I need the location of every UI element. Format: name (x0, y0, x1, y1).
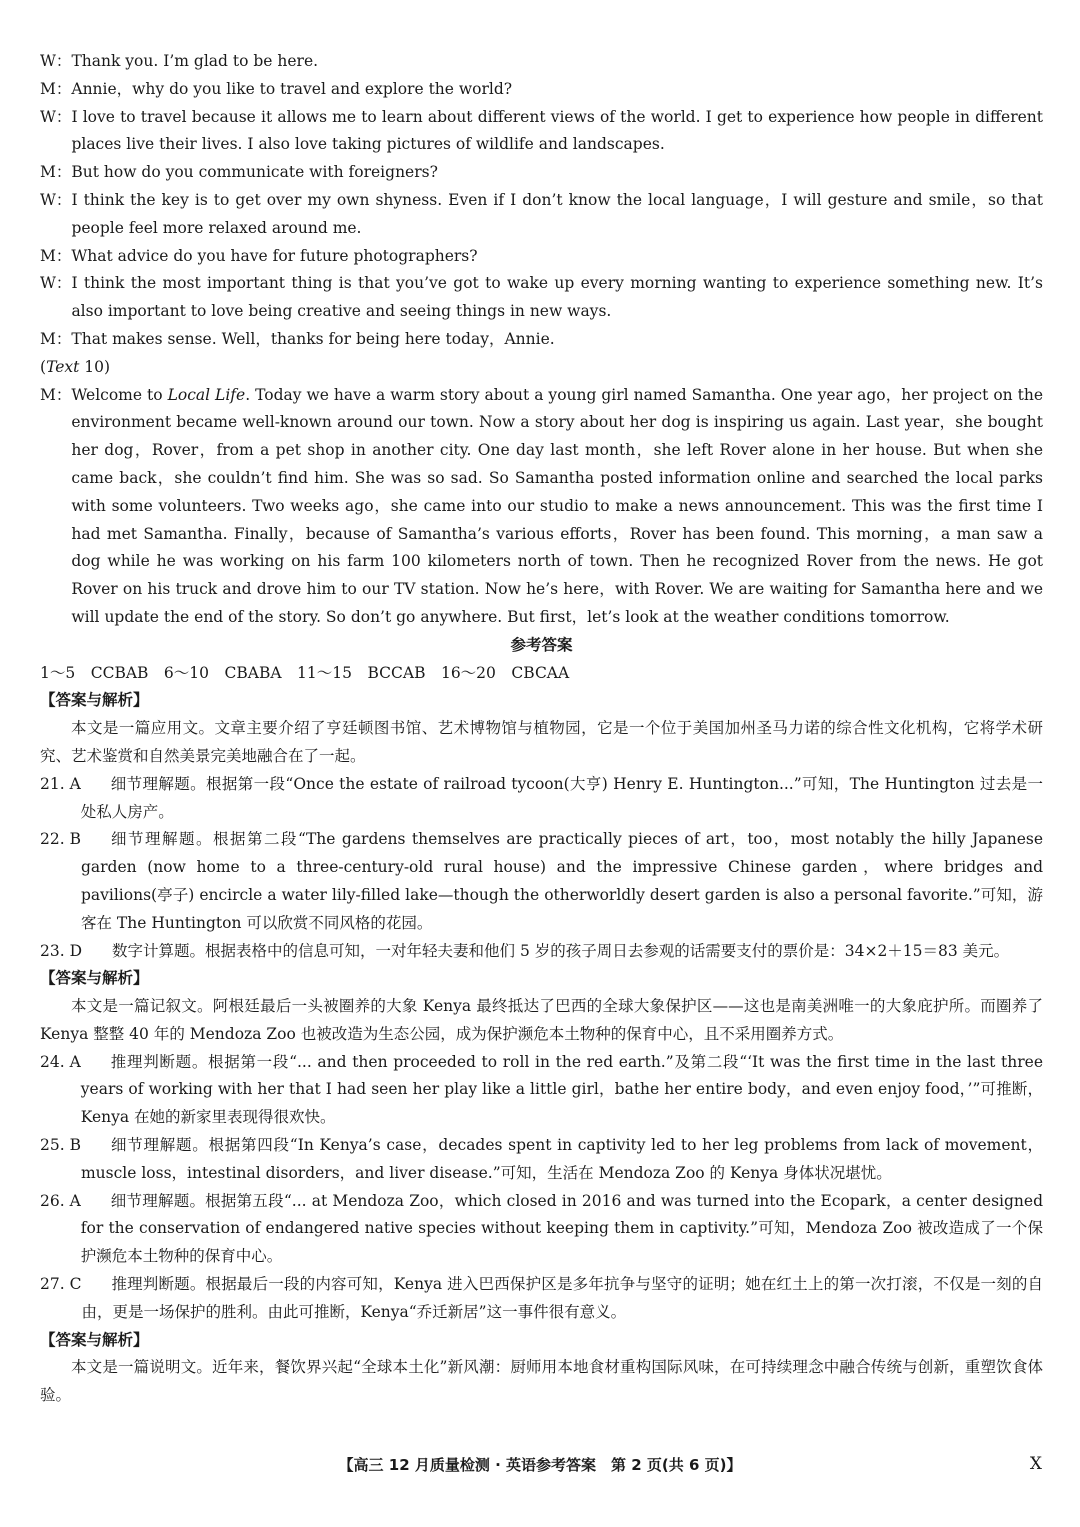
question-number: 27. C (40, 1275, 82, 1294)
dialogue-line (40, 270, 1043, 326)
dialogue-text: Thank you. I’m glad to be here. (71, 52, 319, 70)
explanation-text: 数字计算题。根据表格中的信息可知，一对年轻夫妻和他们 5 岁的孩子周日去参观的话需要支付的票价是：34×2＋15＝83 美元。 (112, 941, 1010, 960)
question-explanation (40, 771, 1043, 827)
question-number: 24. A (40, 1052, 81, 1071)
dialogue-line (40, 187, 1043, 243)
section-intro: 本文是一篇记叙文。阿根廷最后一头被圈养的大象 Kenya 最终抵达了巴西的全球大象保护区——这也是南美洲唯一的大象庇护所。而圈养了 Kenya 整整 40 年的 Mendoza Zoo 也被改造为生态公园，成为保护濒危本土物种的保育中心，且不采用圈养方式。 (40, 997, 1043, 1043)
page-footer (0, 1454, 1080, 1476)
question-number: 22. B (40, 830, 81, 849)
section-heading: 【答案与解析】 (40, 969, 149, 988)
answer-key-line: 1～5 CCBAB 6～10 CBABA 11～15 BCCAB 16～20 CBCAA (40, 663, 570, 682)
footer-version-mark: X (1029, 1454, 1042, 1474)
explanation-text: 细节理解题。根据第四段“In Kenya’s case，decades spent in captivity led to her leg problems from lack of movement，muscle loss，intestinal disorders，and liver disease.”可知，生活在 Mendoza Zoo 的 Kenya 身体状况堪忧。 (80, 1136, 1043, 1182)
text10-body: . Today we have a warm story about a young girl named Samantha. One year ago，her project on the environment became well-known around our town. Now a story about her dog is inspiring us again. Last year，she bought her dog，Rover，from a pet shop in another city. One day last month，she left Rover alone in her house. But when she came back，she couldn’t find him. She was so sad. So Samantha posted information online and searched the local parks with some volunteers. Two weeks ago，she came into our studio to make a news announcement. This was the first time I had met Samantha. Finally，because of Samantha’s various efforts，Rover has been found. This morning，a man saw a dog while he was working on his farm 100 kilometers north of town. Then he recognized Rover from the news. He got Rover on his truck and drove him to our TV station. Now he’s here，with Rover. We are waiting for Samantha here and we will update the end of the story. So don’t go anywhere. But first，let’s look at the weather conditions tomorrow. (71, 385, 1043, 626)
answers-title: 参考答案 (510, 635, 573, 654)
explanation-section (40, 965, 1043, 1326)
question-number: 21. A (40, 774, 81, 793)
speaker-label: M： (40, 385, 72, 404)
dialogue-line (40, 243, 1043, 271)
dialogue-line (40, 104, 1043, 160)
question-number: 26. A (40, 1191, 81, 1210)
question-explanation (40, 1188, 1043, 1271)
speaker-label: M： (40, 79, 72, 98)
speaker-label: W： (40, 52, 72, 70)
text-label-italic: Text (46, 357, 80, 376)
dialogue-text: I think the key is to get over my own shyness. Even if I don’t know the local language，I will gesture and smile，so that people feel more relaxed around me. (71, 190, 1043, 237)
dialogue-line (40, 48, 1043, 76)
question-explanation (40, 1132, 1043, 1188)
explanation-text: 细节理解题。根据第五段“... at Mendoza Zoo，which closed in 2016 and was turned into the Ecopark，a center designed for the conservation of endangered native species without keeping them in captivity.”可知，Mendoza Zoo 被改造成了一个保护濒危本土物种的保育中心。 (80, 1191, 1043, 1266)
speaker-label: W： (40, 107, 72, 126)
text10-pre: Welcome to (71, 385, 168, 404)
section-intro: 本文是一篇应用文。文章主要介绍了亨廷顿图书馆、艺术博物馆与植物园，它是一个位于美国加州圣马力诺的综合性文化机构，它将学术研究、艺术鉴赏和自然美景完美地融合在了一起。 (40, 719, 1043, 765)
text10-label: (Text 10) (40, 357, 111, 376)
explanation-text: 细节理解题。根据第二段“The gardens themselves are practically pieces of art，too，most notably the hilly Japanese garden (now home to a three-century-old rural house) and the impressive Chinese garden，where bridges and pavilions(亭子) encircle a water lily-filled lake—though the otherworldly desert garden is also a personal favorite.”可知，游客在 The Huntington 可以欣赏不同风格的花园。 (80, 830, 1043, 932)
explanation-text: 推理判断题。根据第一段“... and then proceeded to roll in the red earth.”及第二段“‘It was the first time in the last three years of working with her that I had seen her play like a little girl，bathe her entire body，and even enjoy food，’”可推断，Kenya 在她的新家里表现得很欢快。 (80, 1052, 1043, 1127)
answer-sheet-page (40, 48, 1043, 1410)
explanation-section (40, 1327, 1043, 1410)
dialogue-text: What advice do you have for future photographers? (71, 246, 478, 265)
speaker-label: M： (40, 163, 72, 182)
question-number: 25. B (40, 1136, 81, 1155)
dialogue-line (40, 76, 1043, 104)
explanation-text: 细节理解题。根据第一段“Once the estate of railroad tycoon(大亨) Henry E. Huntington...”可知，The Huntington 过去是一处私人房产。 (80, 774, 1043, 821)
speaker-label: M： (40, 329, 72, 348)
dialogue-text: Annie，why do you like to travel and explore the world? (71, 79, 513, 98)
dialogue-text: I think the most important thing is that you’ve got to wake up every morning wanting to experience something new. It’s also important to love being creative and seeing things in new ways. (71, 274, 1043, 321)
speaker-label: M： (40, 246, 72, 265)
question-explanation (40, 826, 1043, 937)
dialogue-block (40, 48, 1043, 354)
dialogue-text: But how do you communicate with foreigners? (71, 163, 438, 182)
explanation-section (40, 687, 1043, 965)
dialogue-text: That makes sense. Well，thanks for being here today，Annie. (71, 329, 555, 348)
section-intro: 本文是一篇说明文。近年来，餐饮界兴起“全球本土化”新风潮：厨师用本地食材重构国际风味，在可持续理念中融合传统与创新，重塑饮食体验。 (40, 1358, 1043, 1405)
footer-page-info: 【高三 12 月质量检测 · 英语参考答案 第 2 页(共 6 页)】 (338, 1456, 742, 1474)
question-explanation (40, 1271, 1043, 1327)
show-title: Local Life (167, 385, 246, 404)
speaker-label: W： (40, 274, 72, 293)
dialogue-line (40, 159, 1043, 187)
section-heading: 【答案与解析】 (40, 691, 149, 710)
question-explanation (40, 938, 1043, 966)
speaker-label: W： (40, 190, 72, 209)
section-heading: 【答案与解析】 (40, 1330, 149, 1349)
text10-paragraph (40, 382, 1043, 632)
explanation-text: 推理判断题。根据最后一段的内容可知，Kenya 进入巴西保护区是多年抗争与坚守的证明；她在红土上的第一次打滚，不仅是一刻的自由，更是一场保护的胜利。由此可推断，Kenya“乔迁新居”这一事件很有意义。 (81, 1275, 1043, 1321)
question-explanation (40, 1049, 1043, 1132)
dialogue-line (40, 326, 1043, 354)
question-number: 23. D (40, 941, 83, 960)
dialogue-text: I love to travel because it allows me to learn about different views of the world. I get to experience how people in different places live their lives. I also love taking pictures of wildlife and landscapes. (71, 107, 1043, 154)
